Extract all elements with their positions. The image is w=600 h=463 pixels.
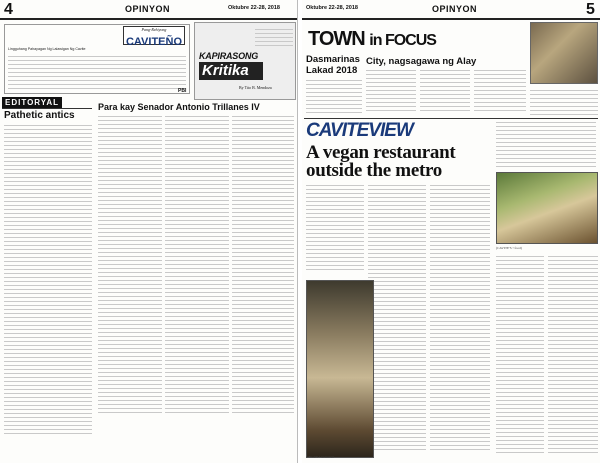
vegan-dish-photo [306, 280, 374, 458]
in-focus-title: in FOCUS [369, 32, 436, 49]
town-focus-photo [530, 22, 598, 84]
tif-text-2 [366, 70, 416, 114]
section-divider [304, 118, 598, 119]
column-text-3 [232, 116, 294, 416]
left-page [0, 0, 298, 463]
tif-text-4 [474, 70, 526, 114]
editorial-rule [2, 108, 92, 109]
right-page-header [302, 2, 600, 20]
logo-wordmark: CAVITEÑO [125, 36, 183, 48]
issue-date: Oktubre 22-28, 2018 [306, 5, 358, 11]
page-number: 5 [586, 1, 595, 18]
pbi-badge: PBI [178, 88, 187, 94]
kritika-byline: By Tito B. Mendoza [239, 85, 272, 90]
logo-tagline: Pang-Rehiyong [141, 27, 167, 32]
caviteview-banner [306, 120, 413, 142]
left-page-header [0, 2, 297, 20]
editorial-text [4, 125, 92, 437]
editorial-label: EDITORYAL [2, 97, 62, 108]
vegan-text-1 [306, 185, 364, 273]
headline-dasmarinas: Dasmarinas Lakad 2018 [306, 54, 360, 76]
column-text-2 [165, 116, 229, 416]
tif-text-3 [420, 70, 470, 114]
town-title: TOWN [308, 28, 365, 50]
kritika-deco-lines [255, 29, 293, 49]
caviteview-title-b: VIEW [368, 120, 413, 141]
vegan-text-5 [548, 256, 598, 456]
editorial-title: Pathetic antics [4, 110, 75, 121]
masthead-box [4, 24, 190, 94]
tif-text-1 [306, 80, 362, 116]
caviteview-text-top [496, 122, 596, 170]
kritika-title-a: KAPIRASONG [199, 51, 259, 61]
town-in-focus-banner [308, 28, 436, 52]
page-number: 4 [4, 1, 13, 18]
caviteview-title-a: CAVITE [306, 120, 369, 141]
masthead-lines [8, 56, 186, 92]
vegan-text-3 [430, 185, 490, 453]
vegan-photo-caption: VEGAN • restaurant [306, 455, 335, 459]
column-headline: Para kay Senador Antonio Trillanes IV [98, 102, 260, 112]
restaurant-photo [496, 172, 598, 244]
vegan-text-4 [496, 256, 544, 456]
section-title: OPINYON [125, 4, 171, 14]
headline-city: City, nagsagawa ng Alay [366, 56, 477, 67]
section-title: OPINYON [432, 4, 478, 14]
kritika-column-banner [194, 22, 296, 100]
restaurant-photo-caption: (CAVITE'S • food) [496, 246, 522, 250]
kritika-title-b: Kritika [199, 62, 263, 80]
tif-text-5 [530, 90, 598, 118]
issue-date: Oktubre 22-28, 2018 [228, 5, 280, 11]
vegan-text-2 [368, 185, 426, 453]
vegan-headline: A vegan restaurant outside the metro [306, 142, 456, 181]
column-text-1 [98, 116, 162, 416]
paper-logo [123, 26, 185, 48]
right-page [302, 0, 600, 463]
masthead-credits: Lingguhang Pahayagan Ng Lalawigan Ng Cavite [8, 47, 86, 51]
